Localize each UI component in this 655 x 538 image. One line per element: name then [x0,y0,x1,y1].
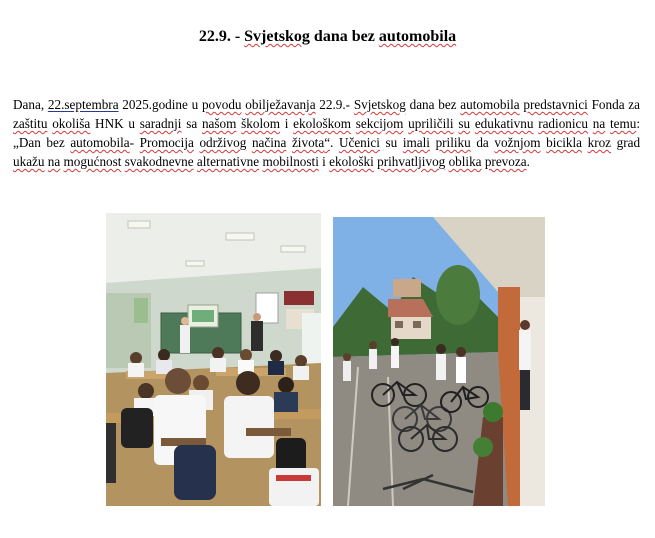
text-run: edukativnu [474,116,534,131]
text-run: 2025.godine u [118,97,202,112]
text-run: mobilnosti [262,154,319,169]
text-run: “ [324,135,331,150]
article-paragraph [13,95,640,171]
text-run: - [129,135,140,150]
text-run: 22.9.- [315,97,354,112]
text-run: automobila [70,135,130,150]
text-run: na [592,116,606,131]
text-run: i [279,116,294,131]
text-run: radionicu [538,116,588,131]
date-link: 22.septembra [47,97,119,112]
text-run: sa [181,116,202,131]
text-run: : „Dan bez [13,116,640,150]
text-run: predstavnici [523,97,588,112]
text-run: su [458,116,471,131]
text-run: vožnjom [494,135,541,150]
text-run: bicikla [546,135,582,150]
text-run: Svjetskog [353,97,406,112]
text-run: našom [201,116,237,131]
title-word: Svjetskog [244,28,310,45]
text-run: saradnji [139,116,182,131]
text-run: zaštitu [13,116,48,131]
text-run: grad [611,135,641,150]
text-run: povodu [201,97,242,112]
text-run: života [291,135,325,150]
text-run: alternativne [196,154,260,169]
text-run: Dana, [13,97,48,112]
text-run: ukažu [13,154,45,169]
text-run: oblika [448,154,482,169]
text-run: načina [251,135,287,150]
text-run: . [526,154,530,169]
text-run: ekološki [329,154,374,169]
title-prefix: 22.9. - [198,28,245,45]
text-run: su [379,135,403,150]
text-run: priliku [435,135,471,150]
text-run: automobila [460,97,520,112]
text-run: Promocija [139,135,194,150]
text-run: upriličili [408,116,454,131]
bicycles-photo [333,217,545,506]
text-run: obilježavanja [245,97,316,112]
text-run: temu [609,116,637,131]
text-run: Učenici [338,135,380,150]
text-run: Fonda za [587,97,641,112]
text-run: da [470,135,495,150]
text-run: održivog [199,135,247,150]
title-word: automobila [378,28,457,45]
title-word: dana bez [313,28,375,45]
text-run: HNK u [90,116,140,131]
text-run: i [318,154,330,169]
text-run: sekcijom [355,116,404,131]
text-run: . [330,135,339,150]
classroom-photo [106,213,321,506]
text-run: kroz [587,135,612,150]
text-run: svakodnevne [124,154,194,169]
text-run: prihvatljivog [377,154,446,169]
text-run: prevoza [484,154,527,169]
text-run: okoliša [52,116,91,131]
text-run: dana bez [405,97,461,112]
page-title [0,28,655,46]
text-run: školom [241,116,280,131]
text-run: imali [402,135,430,150]
text-run: mogućnost [63,154,122,169]
text-run: na [47,154,61,169]
text-run: ekološkom [293,116,352,131]
